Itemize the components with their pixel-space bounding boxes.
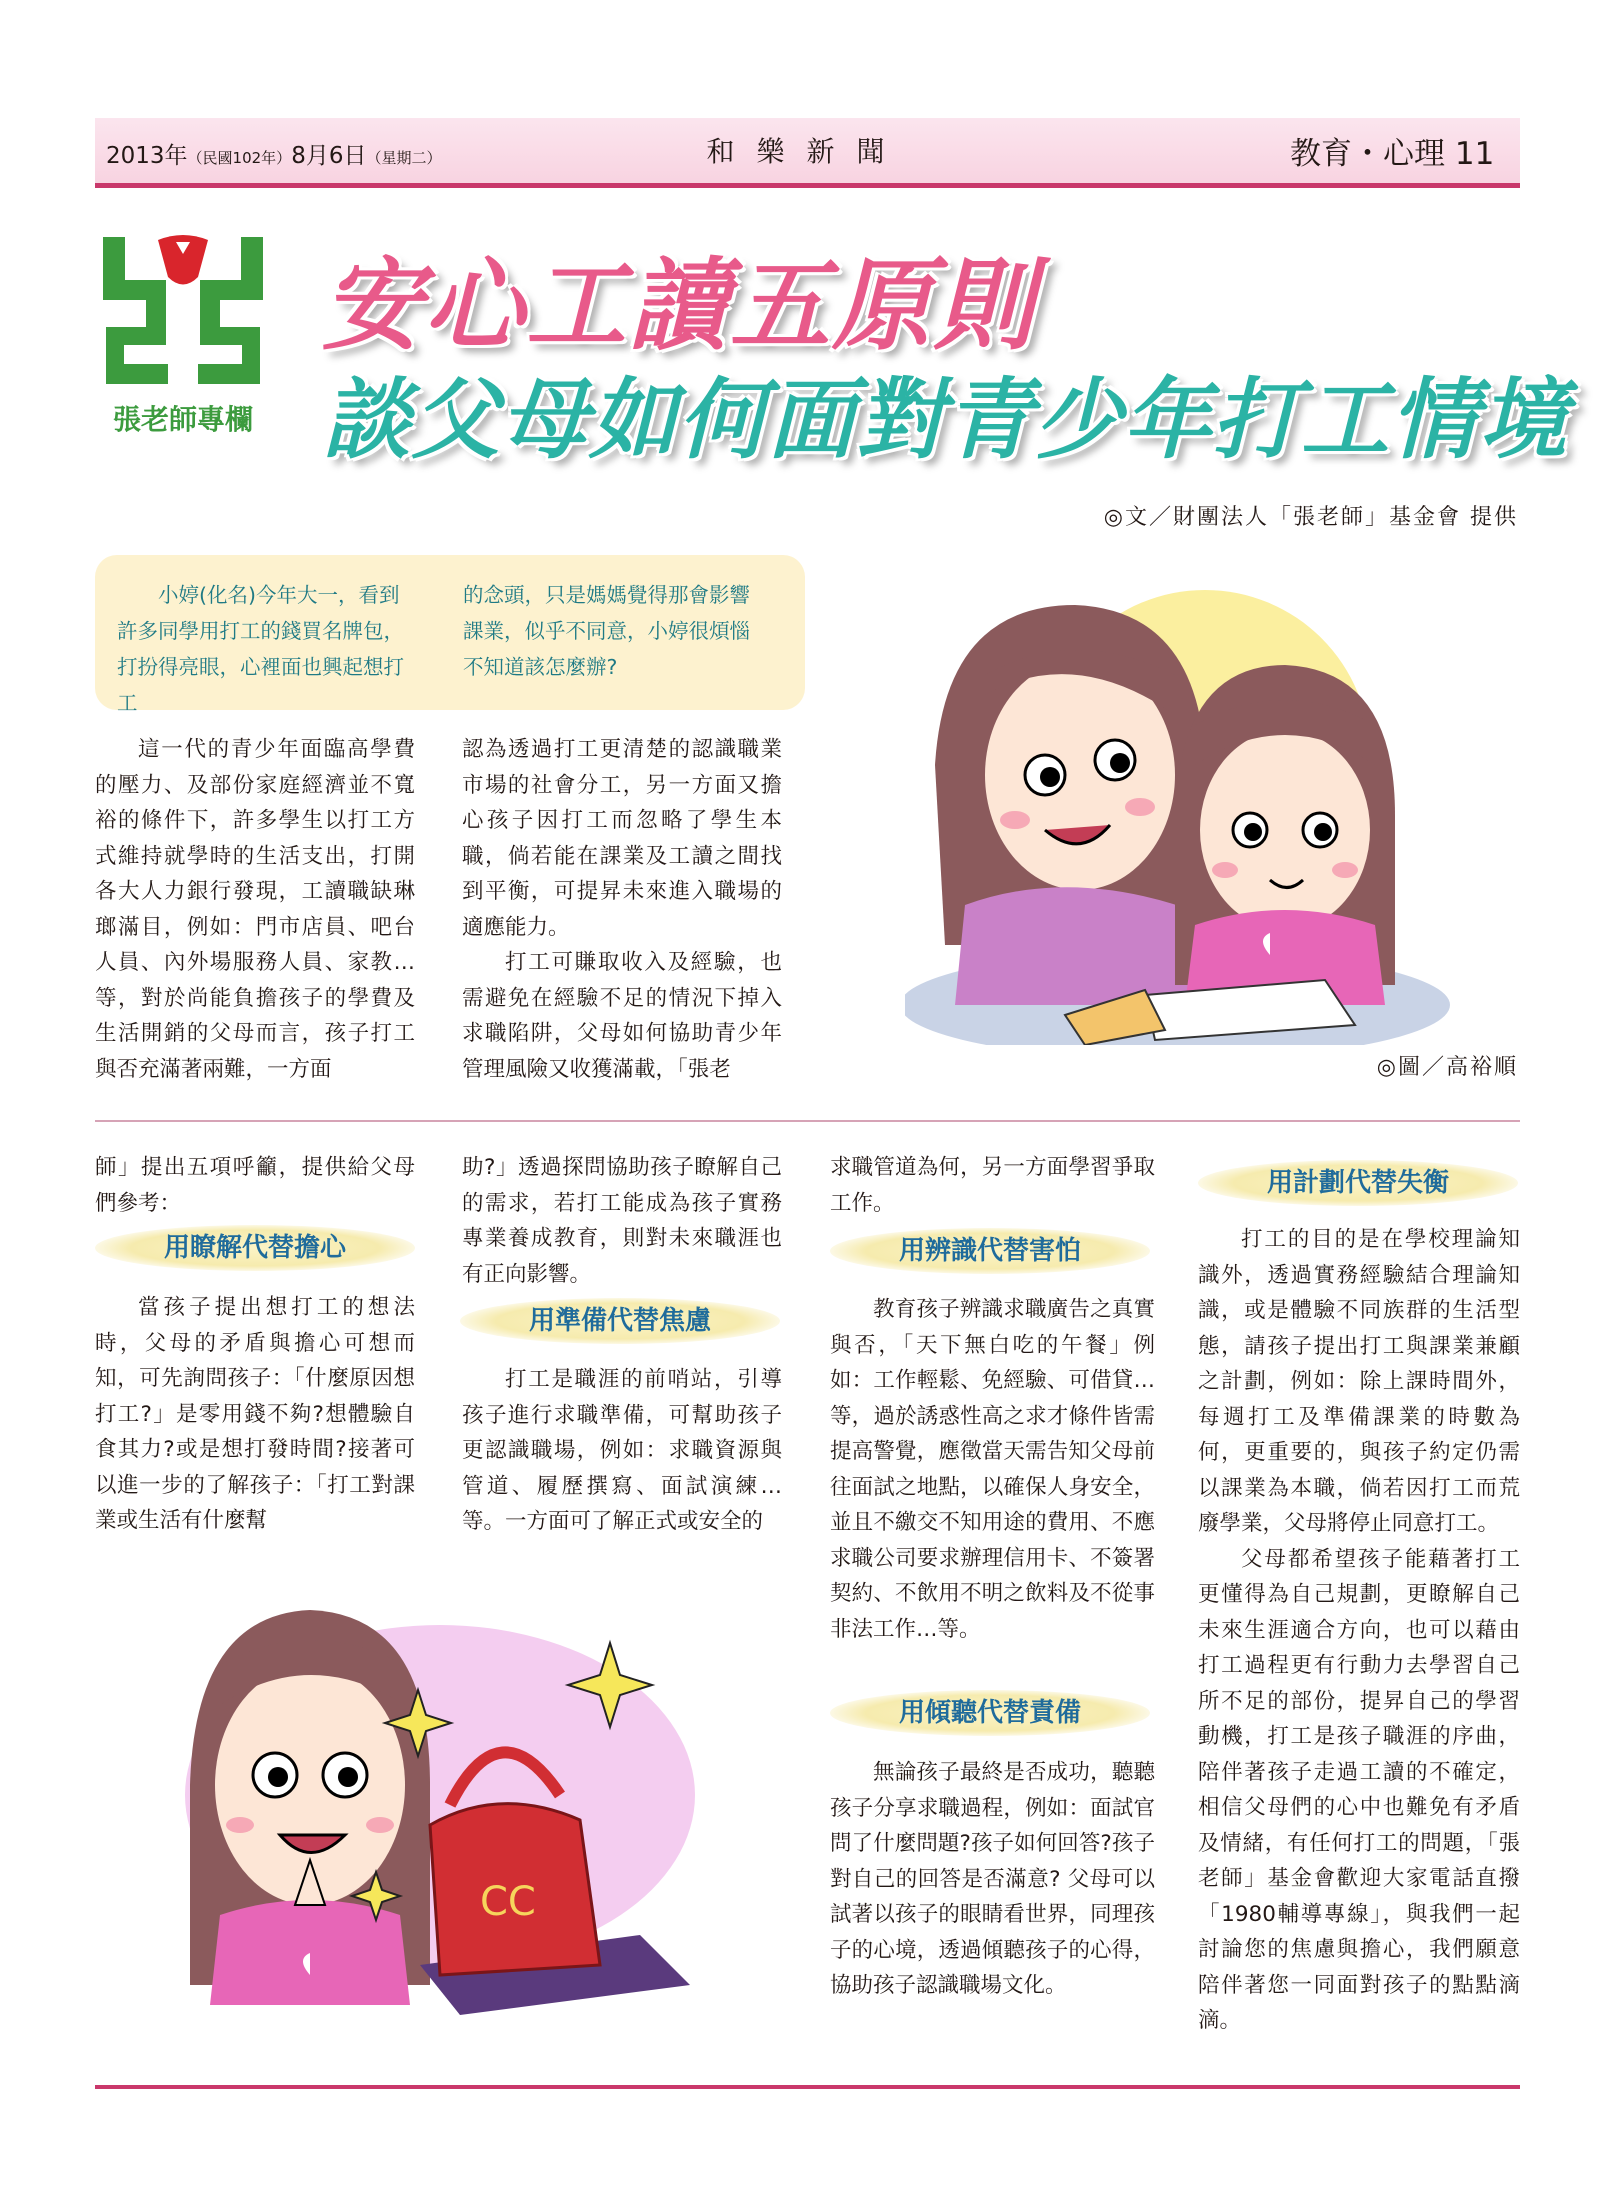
intro-box: [95, 555, 805, 715]
newspaper-name: 和樂新聞: [706, 135, 907, 168]
headline: 安心工讀五原則: [322, 247, 1036, 364]
article-column-4b: [462, 1362, 782, 1540]
paragraph: 教育孩子辨識求職廣告之真實與否，「天下無白吃的午餐」例如：工作輕鬆、免經驗、可借貸…等，過於誘惑性高之求才條件皆需提高警覺，應徵當天需告知父母前往面試之地點，以確保人身安全，並且不繳交不知用途的費用、不應求職公司要求辦理信用卡、不簽署契約、不飲用不明之飲料及不從事非法工作…等。: [830, 1297, 1155, 1642]
intro-text-2: 的念頭，只是媽媽覺得那會影響課業，似乎不同意，小婷很煩惱不知道該怎麼辦?: [463, 583, 750, 679]
intro-text-1: 小婷(化名)今年大一，看到許多同學用打工的錢買名牌包，打扮得亮眼，心裡面也興起想打工: [117, 583, 404, 715]
author-credit: ◎文／財團法人「張老師」基金會 提供: [1103, 505, 1518, 530]
paragraph: 無論孩子最終是否成功，聽聽孩子分享求職過程，例如：面試官問了什麼問題?孩子如何回答?孩子對自己的回答是否滿意? 父母可以試著以孩子的眼睛看世界，同理孩子的心境，透過傾聽孩子的心得，協助孩子認識職場文化。: [830, 1760, 1155, 1998]
article-column-5b: [830, 1292, 1155, 1647]
article-column-3b: [95, 1290, 415, 1539]
date-roc: （民國102年）: [187, 149, 292, 167]
paragraph: 助?」透過探問協助孩子瞭解自己的需求，若打工能成為孩子實務專業養成教育，則對未來職涯也有正向影響。: [462, 1155, 782, 1287]
subhead-understand: 用瞭解代替擔心: [95, 1225, 415, 1271]
paragraph: 父母都希望孩子能藉著打工更懂得為自己規劃，更瞭解自己未來生涯適合方向，也可以藉由打工過程更有行動力去學習自己所不足的部份，提昇自己的學習動機，打工是孩子職涯的序曲，陪伴著孩子走過工讀的不確定，相信父母們的心中也難免有矛盾及情緒，有任何打工的問題，「張老師」基金會歡迎大家電話直撥「1980輔導專線」，與我們一起討論您的焦慮與擔心，我們願意陪伴著您一同面對孩子的點點滴滴。: [1198, 1546, 1520, 2033]
paragraph: 師」提出五項呼籲，提供給父母們參考：: [95, 1155, 415, 1216]
paragraph: 認為透過打工更清楚的認識職業市場的社會分工，另一方面又擔心孩子因打工而忽略了學生本職，倘若能在課業及工讀之間找到平衡，可提昇未來進入職場的適應能力。: [462, 737, 782, 940]
article-column-1: [95, 732, 415, 1087]
date-day: 8月6日: [291, 143, 367, 169]
paragraph: 當孩子提出想打工的想法時，父母的矛盾與擔心可想而知，可先詢問孩子：「什麼原因想打工?」是零用錢不夠?想體驗自食其力?或是想打發時間?接著可以進一步的了解孩子：「打工對課業或生活有什麼幫: [95, 1295, 415, 1533]
date-year: 2013年: [106, 143, 188, 169]
paragraph: 打工是職涯的前哨站，引導孩子進行求職準備，可幫助孩子更認識職場，例如：求職資源與管道、履歷撰寫、面試演練…等。一方面可了解正式或安全的: [462, 1367, 782, 1534]
paragraph: 打工可賺取收入及經驗，也需避免在經驗不足的情況下掉入求職陷阱，父母如何協助青少年管理風險又收獲滿載，「張老: [462, 950, 782, 1082]
logo-label: 張老師專欄: [112, 403, 253, 436]
header-rule: [95, 183, 1520, 188]
article-column-5c: [830, 1755, 1155, 2004]
article-column-2: [462, 732, 782, 1087]
subhead-discern: 用辨識代替害怕: [830, 1228, 1150, 1274]
subhead-listen: 用傾聽代替責備: [830, 1690, 1150, 1736]
girl-handbag-illustration: [180, 1585, 700, 2025]
mother-daughter-illustration: [905, 585, 1465, 1045]
svg-text:CC: CC: [480, 1879, 536, 1925]
paragraph: 這一代的青少年面臨高學費的壓力、及部份家庭經濟並不寬裕的條件下，許多學生以打工方式維持就學時的生活支出，打開各大人力銀行發現，工讀職缺琳瑯滿目，例如：門市店員、吧台人員、內外場服務人員、家教…等，對於尚能負擔孩子的學費及生活開銷的父母而言，孩子打工與否充滿著兩難，一方面: [95, 737, 415, 1082]
paragraph: 打工的目的是在學校理論知識外，透過實務經驗結合理論知識，或是體驗不同族群的生活型態，請孩子提出打工與課業兼顧之計劃，例如：除上課時間外，每週打工及準備課業的時數為何，更重要的，與孩子約定仍需以課業為本職，倘若因打工而荒廢學業，父母將停止同意打工。: [1198, 1227, 1520, 1536]
subheadline: 談父母如何面對青少年打工情境: [322, 368, 1569, 471]
article-column-3: [95, 1150, 415, 1221]
subhead-prepare: 用準備代替焦慮: [460, 1298, 780, 1344]
paragraph: 求職管道為何，另一方面學習爭取工作。: [830, 1155, 1155, 1216]
footer-rule: [95, 2085, 1520, 2089]
article-column-4: [462, 1150, 782, 1292]
section-page: 教育・心理 11: [1290, 136, 1495, 172]
illustration-credit: ◎圖／高裕順: [1376, 1055, 1518, 1080]
zhang-laoshi-logo-icon: [98, 232, 268, 392]
section-divider: [95, 1120, 1520, 1122]
article-column-5: [830, 1150, 1155, 1221]
article-column-6: [1198, 1222, 1520, 2039]
date-weekday: （星期二）: [366, 149, 442, 167]
subhead-plan: 用計劃代替失衡: [1198, 1160, 1518, 1206]
